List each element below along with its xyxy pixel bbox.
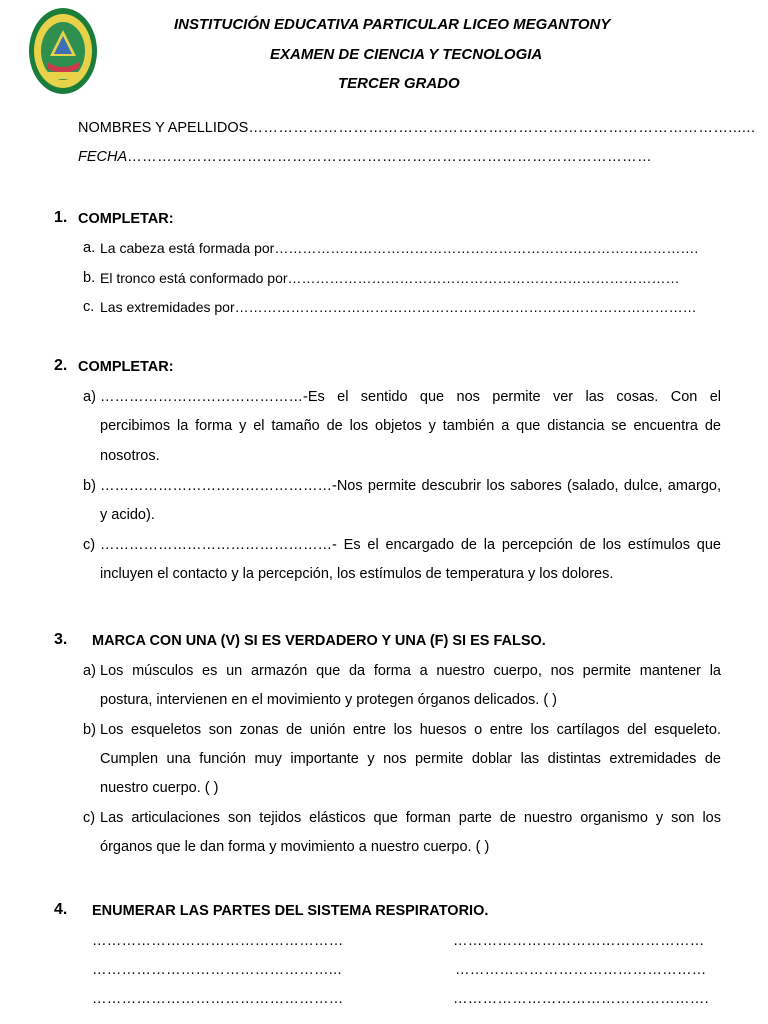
q3-b-line: nuestro cuerpo. ( ) [100, 780, 219, 796]
date-field [78, 149, 652, 165]
q1-title: COMPLETAR: [78, 211, 174, 227]
q3-b-label: b) [83, 722, 96, 738]
school-crest-logo [27, 6, 99, 96]
q3-c-line: Las articulaciones son tejidos elásticos que forman parte de nuestro organismo y son los [100, 810, 721, 826]
q4-title: ENUMERAR LAS PARTES DEL SISTEMA RESPIRATORIO. [92, 903, 489, 919]
q2-number: 2. [54, 357, 68, 374]
answer-blank-right: ……………………………………………. [453, 991, 709, 1007]
grade-title: TERCER GRADO [338, 75, 460, 92]
q2-a-label: a) [83, 389, 96, 405]
q3-a-label: a) [83, 663, 96, 679]
institution-title: INSTITUCIÓN EDUCATIVA PARTICULAR LICEO MEGANTONY [174, 16, 611, 33]
q1-number: 1. [54, 209, 68, 226]
q2-b-label: b) [83, 478, 96, 494]
q3-a-line: Los músculos es un armazón que da forma a nuestro cuerpo, nos permite mantener la [100, 663, 721, 679]
q2-a-line: nosotros. [100, 448, 160, 464]
q2-title: COMPLETAR: [78, 359, 174, 375]
q1-item-label: c. [83, 299, 95, 315]
q3-b-line: Los esqueletos son zonas de unión entre los huesos o entre los cartílagos del esqueleto. [100, 722, 721, 738]
q2-c-line: …………………………………………- Es el encargado de la percepción de los estímulos que [100, 537, 721, 553]
date-blank: …………………………………………………………………………………………… [127, 149, 653, 165]
date-label: FECHA [78, 149, 128, 165]
answer-blank-left: …………………………………………… [92, 991, 344, 1007]
answer-blank-right: …………………………………………… [453, 933, 705, 949]
q3-b-line: Cumplen una función muy importante y nos permite doblar las distintas extremidades de [100, 751, 721, 767]
q2-a-line: ……………………………………-Es el sentido que nos permite ver las cosas. Con el [100, 389, 721, 405]
q2-c-label: c) [83, 537, 96, 553]
q2-b-line: y acido). [100, 507, 155, 523]
answer-blank-left: …………………………………………... [92, 962, 342, 978]
q2-b-line: …………………………………………-Nos permite descubrir los sabores (salado, dulce, amargo, [100, 478, 721, 494]
exam-title: EXAMEN DE CIENCIA Y TECNOLOGIA [270, 46, 543, 63]
q3-number: 3. [54, 631, 68, 648]
q3-c-label: c) [83, 810, 96, 826]
q1-item-label: a. [83, 240, 96, 256]
name-blank: ……………………………………………………………………………………...... [248, 120, 756, 136]
q4-number: 4. [54, 901, 68, 918]
q2-c-line: incluyen el contacto y la percepción, los estímulos de temperatura y los dolores. [100, 566, 614, 582]
q1-item-text: Las extremidades por……………………………………………………………………………………… [100, 299, 697, 315]
answer-blank-right: …………………………………………… [455, 962, 707, 978]
q1-item-text: El tronco está conformado por………………………………………………………………………… [100, 270, 680, 286]
name-label: NOMBRES Y APELLIDOS [78, 120, 249, 136]
q1-item-label: b. [83, 270, 96, 286]
q3-title: MARCA CON UNA (V) SI ES VERDADERO Y UNA (F) SI ES FALSO. [92, 633, 546, 649]
name-field [78, 120, 755, 136]
q3-a-line: postura, intervienen en el movimiento y protegen órganos delicados. ( ) [100, 692, 558, 708]
q1-item-text: La cabeza está formada por………………………………………………………………………………. [100, 240, 699, 256]
q3-c-line: órganos que le dan forma y movimiento a nuestro cuerpo. ( ) [100, 839, 490, 855]
q2-a-line: percibimos la forma y el tamaño de los objetos y también a que distancia se encuentra de [100, 418, 721, 434]
answer-blank-left: …………………………………………… [92, 933, 344, 949]
